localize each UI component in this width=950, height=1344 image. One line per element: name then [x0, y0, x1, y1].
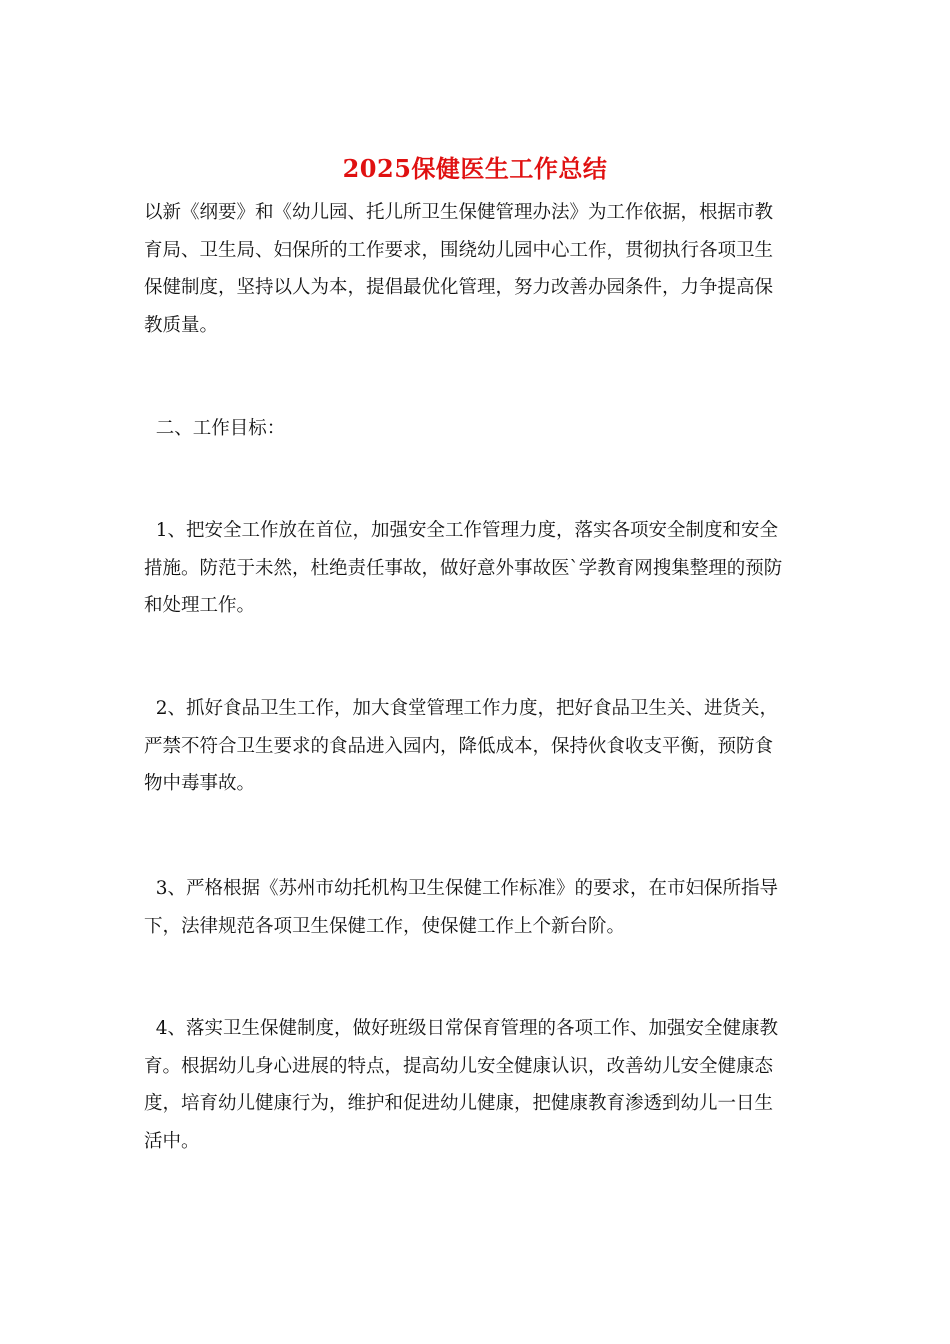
section-heading: [144, 410, 808, 448]
goal-line: 2、抓好食品卫生工作，加大食堂管理工作力度，把好食品卫生关、进货关，: [144, 698, 779, 719]
intro-paragraph: [144, 194, 808, 344]
goal-line: 严禁不符合卫生要求的食品进入园内，降低成本，保持伙食收支平衡，预防食: [144, 735, 774, 757]
intro-line: 教质量。: [144, 314, 219, 336]
goal-line: 活中。: [144, 1130, 200, 1152]
goal-line: 物中毒事故。: [144, 773, 256, 794]
goal-line: 育。根据幼儿身心进展的特点，提高幼儿安全健康认识，改善幼儿安全健康态: [144, 1055, 774, 1077]
goal-item-1: [144, 512, 808, 625]
goal-line: 度，培育幼儿健康行为，维护和促进幼儿健康，把健康教育渗透到幼儿一日生: [144, 1093, 774, 1114]
section-heading-text: 二、工作目标：: [144, 418, 286, 439]
goal-item-4: [144, 1010, 808, 1160]
goal-item-2: [144, 690, 808, 803]
goal-line: 3、严格根据《苏州市幼托机构卫生保健工作标准》的要求，在市妇保所指导: [144, 878, 779, 899]
goal-line: 措施。防范于未然，杜绝责任事故，做好意外事故医`学教育网搜集整理的预防: [144, 557, 783, 579]
goal-line: 下，法律规范各项卫生保健工作，使保健工作上个新台阶。: [144, 915, 626, 937]
goal-line: 1、把安全工作放在首位，加强安全工作管理力度，落实各项安全制度和安全: [144, 520, 779, 541]
intro-line: 以新《纲要》和《幼儿园、托儿所卫生保健管理办法》为工作依据，根据市教: [144, 202, 774, 223]
document-title: 2025保健医生工作总结: [342, 154, 608, 183]
goal-item-3: [144, 870, 808, 945]
intro-line: 保健制度，坚持以人为本，提倡最优化管理，努力改善办园条件，力争提高保: [144, 277, 774, 298]
goal-line: 4、落实卫生保健制度，做好班级日常保育管理的各项工作、加强安全健康教: [144, 1018, 779, 1039]
intro-line: 育局、卫生局、妇保所的工作要求，围绕幼儿园中心工作，贯彻执行各项卫生: [144, 239, 774, 261]
goal-line: 和处理工作。: [144, 595, 256, 616]
